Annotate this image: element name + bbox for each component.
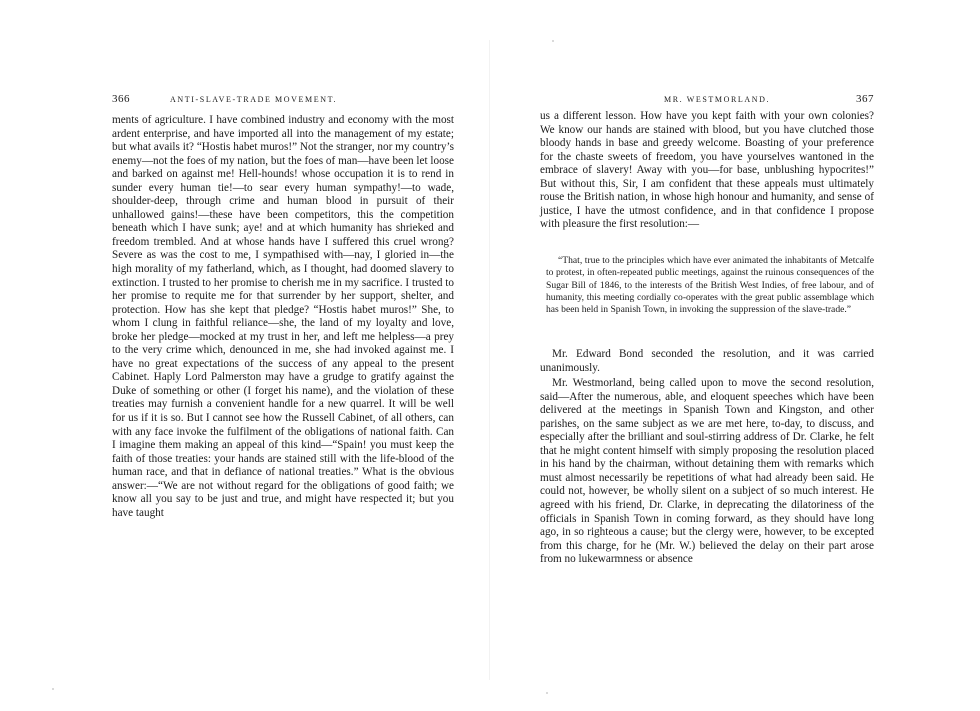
westmorland-paragraph: Mr. Westmorland, being called upon to move the second resolution, said—After the numerous, able, and eloquent speeches which have been delivered at the meetings in Spanish Town and Kingston, and other parishes, on the same subject as we are met here, to-day, to discuss, and especially after the brilliant and soul-stirring address of Dr. Clarke, he felt that he might content himself with simply proposing the resolution placed in his hand by the chairman, without detaining them with remarks which must almost necessarily be repetitions of what had already been said. He could not, however, be wholly silent on a subject of so much interest. He agreed with his friend, Dr. Clarke, in deprecating the dilatoriness of the officials in Spanish Town in coming forward, as they should have long ago, in so righteous a cause; but the clergy were, however, to be excepted from this charge, for he (Mr. W.) believed the delay on their part arose from no lukewarmness or absence [540, 377, 874, 566]
right-page-number: 367 [856, 93, 874, 105]
right-continuation-paragraph: us a different lesson. How have you kept faith with your own colonies? We know our hands are stained with blood, but you have clutched those bloody hands in base and greedy welcome. Boasting of your preference for the chaste sweets of freedom, you have yourselves wantoned in the embrace of slavery! Away with you—for base, unblushing hypocrites!” But without this, Sir, I am confident that these appeals must ultimately rouse the British nation, in whose high honour and humanity, and sense of justice, I have the utmost confidence, and in that confidence I propose with pleasure the first resolution:— [540, 110, 874, 231]
scan-speck [52, 688, 54, 690]
left-running-head: ANTI-SLAVE-TRADE MOVEMENT. [170, 94, 338, 104]
scan-speck [546, 692, 548, 694]
left-body-paragraph: ments of agriculture. I have combined industry and economy with the most ardent enterprise, and have imported all into the management of my estate; but what avails it? “Hostis habet muros!” Not the stranger, nor my country’s enemy—not the foes of my nation, but the foes of man—have been let loose and barked on against me! Hell-hounds! whose occupation it is to rend in sunder every human tie!—to sear every human sympathy!—to wade, shoulder-deep, through crime and human blood in pursuit of their unhallowed gains!—these have been competitors, this the competition beneath which I have sunk; aye! and at which humanity has shrieked and freedom trembled. And at whose hands have I suffered this cruel wrong? Severe as was the cost to me, I sympathised with—nay, I gloried in—the high morality of my fatherland, which, as I thought, had doomed slavery to extinction. I trusted to her promise to cherish me in my sacrifice. I trusted to her promise to requite me for that surrender by her support, shelter, and protection. How has she kept that pledge? “Hostis habet muros!” She, to whom I clung in faithful reliance—she, the land of my loyalty and love, broke her pledge—mocked at my trust in her, and left me helpless—a prey to the very crime which, denounced in me, she had invoked against me. I have no great expectations of the success of any appeal to the present Cabinet. Haply Lord Palmerston may have a grudge to gratify against the Duke of something or other (I forget his name), and the violation of these treaties may furnish a convenient handle for a new quarrel. It will be well for us if it is so. But I cannot see how the Russell Cabinet, of all others, can with any face invoke the fulfilment of the obligations of national faith. Can I imagine them making an appeal of this kind—“Spain! you must keep the faith of those treaties: your hands are stained still with the life-blood of the human race, and that in defiance of national treaties.” What is the obvious answer:—“We are not without regard for the obligations of good faith; we know all you say to be just and true, and might have respected it; but you have taught [112, 114, 454, 519]
bond-paragraph: Mr. Edward Bond seconded the resolution, and it was carried unanimously. [540, 348, 874, 374]
resolution-quote-paragraph: “That, true to the principles which have ever animated the inhabitants of Metcalfe to protest, in often-repeated public meetings, against the ruinous consequences of the Sugar Bill of 1846, to the interests of the British West Indies, of free labour, and of humanity, this meeting cordially co-operates with the great public assemblage which has been held in Spanish Town, in invoking the suppression of the slave-trade.” [546, 255, 874, 316]
left-body-text [112, 114, 454, 520]
left-page-number: 366 [112, 93, 130, 105]
right-body-text [540, 348, 874, 567]
right-running-head: MR. WESTMORLAND. [664, 94, 771, 104]
right-page-header [540, 92, 874, 106]
scan-speck [552, 40, 554, 42]
right-continuation-text [540, 110, 874, 232]
resolution-quote [546, 255, 874, 316]
left-page-header [112, 92, 452, 106]
